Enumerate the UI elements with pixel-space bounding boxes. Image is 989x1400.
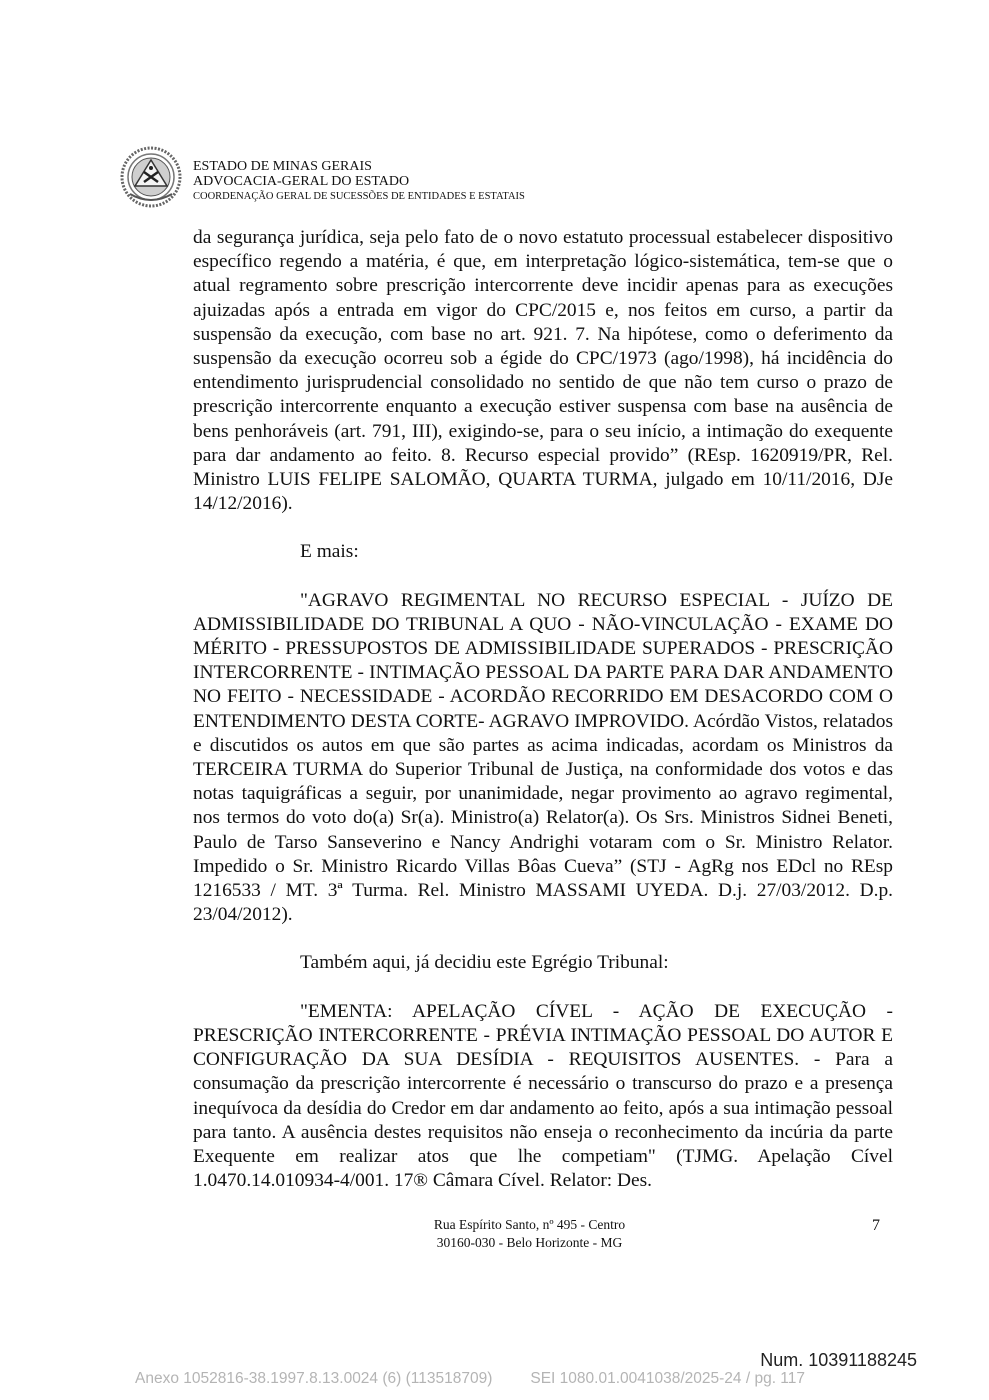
coat-of-arms-seal-icon: [118, 146, 184, 208]
annex-watermark: [135, 1370, 805, 1388]
footer-address-street: Rua Espírito Santo, nº 495 - Centro: [433, 1217, 626, 1232]
document-body: [193, 226, 893, 1193]
paragraph-tambem-aqui: Também aqui, já decidiu este Egrégio Tribunal:: [300, 952, 669, 974]
letterhead: [193, 159, 525, 204]
page-number: 7: [872, 1217, 880, 1234]
footer-address-city: 30160-030 - Belo Horizonte - MG: [436, 1235, 623, 1250]
annex-reference: Anexo 1052816-38.1997.8.13.0024 (6) (113518709): [135, 1370, 493, 1387]
letterhead-agency: ADVOCACIA-GERAL DO ESTADO: [193, 174, 410, 189]
paragraph-agravo-regimental: "AGRAVO REGIMENTAL NO RECURSO ESPECIAL - JUÍZO DE ADMISSIBILIDADE DO TRIBUNAL A QUO - NÃO-VINCULAÇÃO - EXAME DO MÉRITO - PRESSUPOSTOS DE ADMISSIBILIDADE SUPERADOS - PRESCRIÇÃO INTERCORRENTE - INTIMAÇÃO PESSOAL DA PARTE PARA DAR ANDAMENTO NO FEITO - NECESSIDADE - ACORDÃO RECORRIDO EM DESACORDO COM O ENTENDIMENTO DESTA CORTE- AGRAVO IMPROVIDO. Acórdão Vistos, relatados e discutidos os autos em que são partes as acima indicadas, acordam os Ministros da TERCEIRA TURMA do Superior Tribunal de Justiça, na conformidade dos votos e das notas taquigráficas a seguir, por unanimidade, negar provimento ao agravo regimental, nos termos do voto do(a) Sr(a). Ministro(a) Relator(a). Os Srs. Ministros Sidnei Beneti, Paulo de Tarso Sanseverino e Nancy Andrighi votaram com o Sr. Ministro Relator. Impedido o Sr. Ministro Ricardo Villas Bôas Cueva” (STJ - AgRg nos EDcl no REsp 1216533 / MT. 3ª Turma. Rel. Ministro MASSAMI UYEDA. D.j. 27/03/2012. D.p. 23/04/2012).: [193, 589, 893, 926]
letterhead-department: COORDENAÇÃO GERAL DE SUCESSÕES DE ENTIDADES E ESTATAIS: [193, 191, 525, 202]
paragraph-citation-continued: da segurança jurídica, seja pelo fato de o novo estatuto processual estabelecer dispositivo específico regendo a matéria, é que, em interpretação lógico-sistemática, tem-se que o atual regramento sobre prescrição intercorrente deve incidir apenas para as execuções ajuizadas após a entrada em vigor do CPC/2015 e, nos feitos em curso, a partir da suspensão da execução, com base no art. 921. 7. Na hipótese, como o deferimento da suspensão da execução ocorreu sob a égide do CPC/1973 (ago/1998), há incidência do entendimento jurisprudencial consolidado no sentido de que não tem curso o prazo de prescrição intercorrente enquanto a execução estiver suspensa com base na ausência de bens penhoráveis (art. 791, III), exigindo-se, para o seu início, a intimação do exequente para dar andamento ao feito. 8. Recurso especial provido” (REsp. 1620919/PR, Rel. Ministro LUIS FELIPE SALOMÃO, QUARTA TURMA, julgado em 10/11/2016, DJe 14/12/2016).: [193, 227, 893, 515]
footer-address: [0, 1216, 989, 1252]
paragraph-ementa: "EMENTA: APELAÇÃO CÍVEL - AÇÃO DE EXECUÇÃO - PRESCRIÇÃO INTERCORRENTE - PRÉVIA INTIMAÇÃO PESSOAL DO AUTOR E CONFIGURAÇÃO DA SUA DESÍDIA - REQUISITOS AUSENTES. - Para a consumação da prescrição intercorrente é necessário o transcurso do prazo e a presença inequívoca da desídia do Credor em dar andamento ao feito, após a sua intimação pessoal para tanto. A ausência destes requisitos não enseja o reconhecimento da incúria da parte Exequente em realizar atos que lhe competiam" (TJMG. Apelação Cível 1.0470.14.010934-4/001. 17® Câmara Cível. Relator: Des.: [193, 1000, 893, 1192]
document-number-stamp: Num. 10391188245: [760, 1350, 917, 1370]
paragraph-e-mais: E mais:: [300, 541, 359, 563]
letterhead-state: ESTADO DE MINAS GERAIS: [193, 159, 372, 174]
sei-reference: SEI 1080.01.0041038/2025-24 / pg. 117: [530, 1370, 806, 1387]
